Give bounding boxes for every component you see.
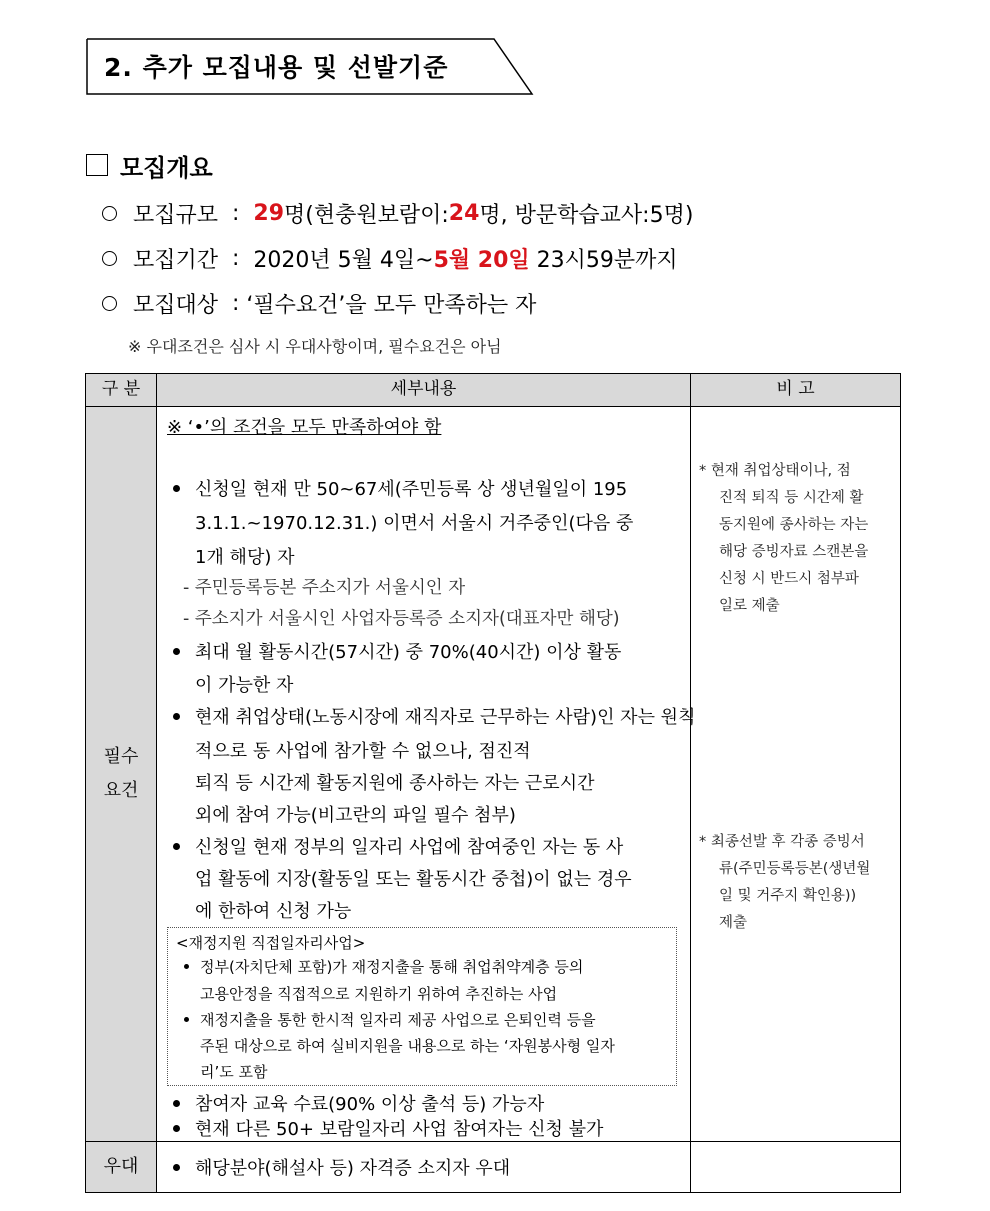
header-remarks: 비 고: [691, 374, 901, 407]
bullet-dot-icon: [173, 648, 180, 655]
overview-heading: [86, 148, 213, 182]
preferred-details-cell: [157, 1142, 691, 1193]
required-details-cell: [157, 407, 696, 1142]
recruit-size-open: 명(현충원보람이:: [284, 203, 449, 228]
requirements-table: [85, 373, 901, 1193]
preferred-text: 해당분야(해설사 등) 자격증 소지자 우대: [195, 1158, 511, 1179]
header-details: 세부내용: [157, 374, 691, 407]
remark-line3: 동지원에 종사하는 자는: [719, 517, 869, 533]
section-header: [86, 38, 534, 96]
remark-line4: 해당 증빙자료 스캔본을: [719, 544, 869, 560]
bullet-dot-icon: [173, 713, 180, 720]
colon: :: [218, 291, 247, 316]
direct-job-program-box: [167, 927, 677, 1086]
table-row-preferred: [86, 1142, 901, 1193]
req-sub-address: - 주민등록등본 주소지가 서울시인 자: [183, 578, 466, 598]
remark-line2: 진적 퇴직 등 시간제 활: [719, 490, 864, 506]
circle-bullet-icon: [102, 206, 117, 221]
bullet-recruit-target: [102, 288, 536, 319]
box-title: <재정지원 직접일자리사업>: [176, 934, 366, 952]
req-age-line2: 3.1.1.~1970.12.31.) 이면서 서울시 거주중인(다음 중: [195, 513, 634, 534]
remark-line1: * 현재 취업상태이나, 점: [699, 463, 851, 479]
req-govjob-line3: 에 한하여 신청 가능: [195, 901, 352, 922]
bullet-dot-icon: [173, 843, 180, 850]
recruit-size-label: 모집규모: [133, 203, 219, 228]
remark-line8: 류(주민등록등본(생년월: [719, 861, 871, 877]
req-employment-line3: 퇴직 등 시간제 활동지원에 종사하는 자는 근로시간: [195, 773, 595, 794]
preferred-remarks-cell: [691, 1142, 901, 1193]
colon: :: [218, 246, 254, 271]
section-title: 2. 추가 모집내용 및 선발기준: [104, 53, 449, 82]
req-training: 참여자 교육 수료(90% 이상 출석 등) 가능자: [195, 1094, 545, 1115]
req-govjob-line2: 업 활동에 지장(활동일 또는 활동시간 중첩)이 없는 경우: [195, 869, 632, 890]
remark-line6: 일로 제출: [719, 598, 780, 614]
small-bullet-icon: [184, 1017, 189, 1022]
colon: :: [218, 201, 254, 226]
bullet-dot-icon: [173, 1100, 180, 1107]
remark-line7: * 최종선발 후 각종 증빙서: [699, 834, 865, 850]
bullet-dot-icon: [173, 1164, 180, 1171]
box-line1: 정부(자치단체 포함)가 재정지출을 통해 취업취약계층 등의: [200, 958, 584, 976]
req-employment-line1: 현재 취업상태(노동시장에 재직자로 근무하는 사람)인 자는 원칙: [195, 707, 696, 728]
req-hours-line1: 최대 월 활동시간(57시간) 중 70%(40시간) 이상 활동: [195, 642, 622, 663]
category-preferred: 우대: [86, 1142, 157, 1193]
req-no-duplicate: 현재 다른 50+ 보람일자리 사업 참여자는 신청 불가: [195, 1119, 604, 1140]
box-line3: 재정지출을 통한 한시적 일자리 제공 사업으로 은퇴인력 등을: [200, 1011, 596, 1029]
recruit-target-text: ‘필수요건’을 모두 만족하는 자: [246, 293, 537, 318]
box-line4: 주된 대상으로 하여 실비지원을 내용으로 하는 ‘자원봉사형 일자: [200, 1037, 615, 1055]
checkbox-square-icon: [86, 154, 108, 176]
req-age-line1: 신청일 현재 만 50~67세(주민등록 상 생년월일이 195: [195, 479, 628, 500]
remark-line5: 신청 시 반드시 첨부파: [719, 571, 859, 587]
circle-bullet-icon: [102, 296, 117, 311]
recruit-size-guide: 24: [448, 201, 480, 226]
bullet-recruit-period: [102, 243, 678, 274]
req-employment-line4: 외에 참여 가능(비고란의 파일 필수 첨부): [195, 805, 516, 826]
recruit-period-time: 23시59분까지: [536, 248, 678, 273]
required-intro: ※ ‘•’의 조건을 모두 만족하여야 함: [167, 417, 442, 438]
box-line2: 고용안정을 직접적으로 지원하기 위하여 추진하는 사업: [200, 985, 558, 1003]
preference-note: ※ 우대조건은 심사 시 우대사항이며, 필수요건은 아님: [128, 337, 502, 356]
req-govjob-line1: 신청일 현재 정부의 일자리 사업에 참여중인 자는 동 사: [195, 837, 624, 858]
recruit-size-total: 29: [253, 201, 285, 226]
req-hours-line2: 이 가능한 자: [195, 675, 294, 696]
bullet-recruit-size: [102, 198, 693, 229]
remark-line9: 일 및 거주지 확인용)): [719, 888, 857, 904]
req-age-line3: 1개 해당) 자: [195, 547, 295, 568]
recruit-period-end: 5월 20일: [433, 248, 530, 273]
req-sub-business: - 주소지가 서울시인 사업자등록증 소지자(대표자만 해당): [183, 609, 620, 629]
circle-bullet-icon: [102, 251, 117, 266]
req-employment-line2: 적으로 동 사업에 참가할 수 없으나, 점진적: [195, 741, 531, 762]
recruit-size-rest: 명, 방문학습교사:5명): [479, 203, 694, 228]
table-row-required: [86, 407, 901, 1142]
category-required-line1: 필수: [103, 746, 139, 767]
small-bullet-icon: [184, 964, 189, 969]
category-required: [86, 407, 157, 1142]
required-remarks-cell: [691, 407, 901, 1142]
table-header-row: [86, 374, 901, 407]
bullet-dot-icon: [173, 1125, 180, 1132]
recruit-period-label: 모집기간: [133, 248, 219, 273]
recruit-period-start: 2020년 5월 4일~: [253, 248, 434, 273]
box-line5: 리’도 포함: [200, 1063, 268, 1081]
remark-line10: 제출: [719, 915, 748, 931]
category-required-line2: 요건: [103, 780, 139, 801]
space: [530, 246, 537, 271]
recruit-target-label: 모집대상: [133, 293, 219, 318]
header-category: 구 분: [86, 374, 157, 407]
overview-heading-text: 모집개요: [120, 153, 213, 182]
bullet-dot-icon: [173, 485, 180, 492]
